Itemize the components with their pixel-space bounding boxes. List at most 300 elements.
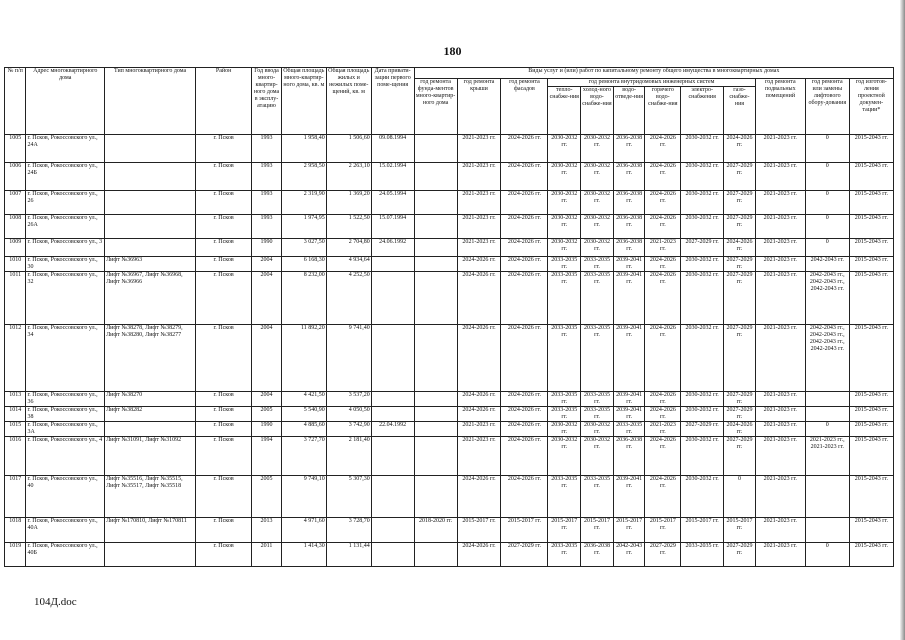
header-engineering: год ремонта внутридомовых инженерных систем	[548, 79, 755, 87]
cell-lift: 2042-2043 гг., 2042-2043 гг., 2042-2043 гг.	[805, 272, 849, 325]
cell-basement: 2021-2023 гг.	[755, 518, 805, 543]
cell-area-total: 3 027,50	[281, 239, 326, 257]
cell-address: г. Псков, Рокоссовского ул., 3	[26, 239, 105, 257]
cell-district: г. Псков	[196, 476, 252, 518]
cell-year: 1993	[252, 163, 282, 191]
cell-type: Лифт №170810, Лифт №170811	[105, 518, 196, 543]
cell-area-living: 1 506,60	[326, 135, 371, 163]
cell-area-living: 4 050,50	[326, 407, 371, 422]
table-row	[5, 135, 894, 163]
table-row	[5, 518, 894, 543]
cell-address: г. Псков, Рокоссовского ул., 38	[26, 407, 105, 422]
cell-district: г. Псков	[196, 135, 252, 163]
cell-facade: 2024-2026 гг.	[501, 476, 548, 518]
cell-address: г. Псков, Рокоссовского ул., 24Б	[26, 163, 105, 191]
cell-year: 1990	[252, 239, 282, 257]
cell-basement: 2021-2023 гг.	[755, 407, 805, 422]
cell-gas: 2027-2029 гг.	[724, 407, 756, 422]
cell-basement: 2021-2023 гг.	[755, 272, 805, 325]
cell-basement: 2021-2023 гг.	[755, 422, 805, 437]
cell-cold: 2033-2035 гг.	[581, 272, 614, 325]
cell-sewer: 2015-2017 гг.	[613, 518, 645, 543]
cell-roof: 2021-2023 гг.	[457, 437, 501, 476]
cell-docs: 2015-2043 гг.	[849, 407, 893, 422]
cell-district: г. Псков	[196, 272, 252, 325]
header-foundation: год ремонта фунда-ментов много-квартир-ного дома	[414, 79, 457, 135]
cell-num: 1010	[5, 257, 26, 272]
cell-type: Лифт №36963	[105, 257, 196, 272]
cell-electric: 2030-2032 гг.	[681, 257, 724, 272]
cell-year: 2011	[252, 543, 282, 567]
cell-year: 1993	[252, 135, 282, 163]
cell-district: г. Псков	[196, 407, 252, 422]
table-row	[5, 272, 894, 325]
cell-electric: 2033-2035 гг.	[681, 543, 724, 567]
cell-date-first: 24.06.1992	[371, 239, 414, 257]
cell-hot: 2024-2026 гг.	[645, 191, 681, 215]
cell-facade: 2027-2029 гг.	[501, 543, 548, 567]
cell-type	[105, 135, 196, 163]
cell-lift	[805, 392, 849, 407]
cell-area-total: 1 414,30	[281, 543, 326, 567]
cell-roof: 2021-2023 гг.	[457, 239, 501, 257]
cell-cold: 2030-2032 гг.	[581, 239, 614, 257]
cell-gas: 0	[724, 476, 756, 518]
cell-type: Лифт №38270	[105, 392, 196, 407]
cell-facade: 2024-2026 гг.	[501, 325, 548, 392]
cell-facade: 2024-2026 гг.	[501, 239, 548, 257]
cell-district: г. Псков	[196, 518, 252, 543]
header-year: Год ввода много-квартир-ного дома в эксплу-атацию	[252, 68, 282, 135]
cell-basement: 2021-2023 гг.	[755, 191, 805, 215]
cell-electric: 2030-2032 гг.	[681, 437, 724, 476]
cell-foundation	[414, 135, 457, 163]
cell-address: г. Псков, Рокоссовского ул., 40	[26, 476, 105, 518]
cell-gas: 2027-2029 гг.	[724, 257, 756, 272]
cell-gas: 2027-2029 гг.	[724, 392, 756, 407]
cell-num: 1013	[5, 392, 26, 407]
cell-roof: 2024-2026 гг.	[457, 476, 501, 518]
cell-heat: 2033-2035 гг.	[548, 392, 581, 407]
cell-type: Лифт №31091, Лифт №31092	[105, 437, 196, 476]
cell-district: г. Псков	[196, 163, 252, 191]
cell-electric: 2030-2032 гг.	[681, 215, 724, 239]
cell-district: г. Псков	[196, 392, 252, 407]
header-type: Тип многоквартирного дома	[105, 68, 196, 135]
header-date-first: Дата привати-зации первого поме-щения	[371, 68, 414, 135]
cell-basement: 2021-2023 гг.	[755, 476, 805, 518]
cell-address: г. Псков, Рокоссовского ул., 36	[26, 392, 105, 407]
cell-year: 2013	[252, 518, 282, 543]
cell-electric: 2027-2029 гг.	[681, 239, 724, 257]
cell-area-living: 2 704,80	[326, 239, 371, 257]
cell-address: г. Псков, Рокоссовского ул., 32	[26, 272, 105, 325]
table-row	[5, 422, 894, 437]
cell-gas: 2027-2029 гг.	[724, 325, 756, 392]
cell-facade: 2024-2026 гг.	[501, 407, 548, 422]
cell-area-living: 4 934,64	[326, 257, 371, 272]
cell-cold: 2030-2032 гг.	[581, 163, 614, 191]
cell-docs: 2015-2043 гг.	[849, 422, 893, 437]
cell-hot: 2024-2026 гг.	[645, 135, 681, 163]
cell-area-total: 4 421,50	[281, 392, 326, 407]
cell-heat: 2033-2035 гг.	[548, 272, 581, 325]
cell-num: 1006	[5, 163, 26, 191]
cell-type	[105, 215, 196, 239]
cell-heat: 2033-2035 гг.	[548, 543, 581, 567]
cell-docs: 2015-2043 гг.	[849, 272, 893, 325]
cell-cold: 2033-2035 гг.	[581, 325, 614, 392]
cell-gas: 2024-2026 гг.	[724, 239, 756, 257]
cell-cold: 2030-2032 гг.	[581, 422, 614, 437]
cell-lift: 0	[805, 543, 849, 567]
cell-facade: 2024-2026 гг.	[501, 215, 548, 239]
cell-type: Лифт №36967, Лифт №36968, Лифт №36966	[105, 272, 196, 325]
cell-basement: 2021-2023 гг.	[755, 325, 805, 392]
cell-heat: 2033-2035 гг.	[548, 407, 581, 422]
cell-foundation	[414, 191, 457, 215]
cell-lift: 0	[805, 215, 849, 239]
cell-type: Лифт №35516, Лифт №35515, Лифт №35517, Лифт №35518	[105, 476, 196, 518]
cell-area-living: 2 181,40	[326, 437, 371, 476]
cell-year: 2004	[252, 272, 282, 325]
cell-foundation	[414, 437, 457, 476]
cell-num: 1008	[5, 215, 26, 239]
cell-electric: 2030-2032 гг.	[681, 392, 724, 407]
cell-basement: 2021-2023 гг.	[755, 239, 805, 257]
cell-docs: 2015-2043 гг.	[849, 325, 893, 392]
cell-roof: 2024-2026 гг.	[457, 272, 501, 325]
cell-electric: 2030-2032 гг.	[681, 325, 724, 392]
cell-area-total: 3 727,70	[281, 437, 326, 476]
header-docs: год изготов-ления проектной докумен-тации*	[849, 79, 893, 135]
header-gas: газо-снабже-ния	[724, 87, 756, 135]
cell-sewer: 2036-2038 гг.	[613, 215, 645, 239]
cell-lift: 0	[805, 163, 849, 191]
cell-roof: 2021-2023 гг.	[457, 191, 501, 215]
cell-address: г. Псков, Рокоссовского ул., 26А	[26, 215, 105, 239]
cell-address: г. Псков, Рокоссовского ул., 3А	[26, 422, 105, 437]
cell-address: г. Псков, Рокоссовского ул., 24А	[26, 135, 105, 163]
cell-gas: 2015-2017 гг.	[724, 518, 756, 543]
cell-hot: 2021-2023 гг.	[645, 239, 681, 257]
cell-num: 1017	[5, 476, 26, 518]
header-basement: год ремонта подвальных помещений	[755, 79, 805, 135]
cell-foundation	[414, 163, 457, 191]
cell-year: 2005	[252, 476, 282, 518]
cell-district: г. Псков	[196, 239, 252, 257]
cell-area-living: 9 741,40	[326, 325, 371, 392]
cell-hot: 2021-2023 гг.	[645, 422, 681, 437]
cell-lift	[805, 407, 849, 422]
table-row	[5, 325, 894, 392]
header-sewer: водо-отведе-ния	[613, 87, 645, 135]
cell-basement: 2021-2023 гг.	[755, 392, 805, 407]
cell-sewer: 2036-2038 гг.	[613, 191, 645, 215]
cell-sewer: 2036-2038 гг.	[613, 239, 645, 257]
cell-lift	[805, 518, 849, 543]
cell-docs: 2015-2043 гг.	[849, 215, 893, 239]
cell-date-first: 15.07.1994	[371, 215, 414, 239]
table-row	[5, 191, 894, 215]
cell-docs: 2015-2043 гг.	[849, 518, 893, 543]
cell-sewer: 2039-2041 гг.	[613, 325, 645, 392]
cell-year: 2004	[252, 325, 282, 392]
cell-type	[105, 163, 196, 191]
cell-foundation	[414, 422, 457, 437]
cell-type	[105, 191, 196, 215]
cell-hot: 2024-2026 гг.	[645, 325, 681, 392]
cell-area-total: 1 974,95	[281, 215, 326, 239]
cell-cold: 2030-2032 гг.	[581, 191, 614, 215]
cell-roof: 2021-2023 гг.	[457, 135, 501, 163]
cell-date-first	[371, 543, 414, 567]
cell-docs: 2015-2043 гг.	[849, 191, 893, 215]
repair-schedule-table	[4, 67, 894, 567]
cell-date-first: 15.02.1994	[371, 163, 414, 191]
cell-area-total: 4 885,60	[281, 422, 326, 437]
cell-cold: 2036-2038 гг.	[581, 543, 614, 567]
cell-roof: 2021-2023 гг.	[457, 422, 501, 437]
cell-district: г. Псков	[196, 422, 252, 437]
cell-district: г. Псков	[196, 437, 252, 476]
cell-date-first	[371, 257, 414, 272]
cell-area-living: 5 307,30	[326, 476, 371, 518]
cell-electric: 2015-2017 гг.	[681, 518, 724, 543]
cell-area-total: 6 168,30	[281, 257, 326, 272]
cell-cold: 2030-2032 гг.	[581, 437, 614, 476]
table-row	[5, 407, 894, 422]
cell-gas: 2024-2026 гг.	[724, 422, 756, 437]
cell-foundation	[414, 272, 457, 325]
cell-address: г. Псков, Рокоссовского ул., 40А	[26, 518, 105, 543]
cell-basement: 2021-2023 гг.	[755, 215, 805, 239]
cell-type: Лифт №38282	[105, 407, 196, 422]
cell-type	[105, 239, 196, 257]
cell-hot: 2015-2017 гг.	[645, 518, 681, 543]
cell-date-first	[371, 518, 414, 543]
cell-lift: 0	[805, 422, 849, 437]
cell-cold: 2015-2017 гг.	[581, 518, 614, 543]
cell-district: г. Псков	[196, 257, 252, 272]
cell-docs: 2015-2043 гг.	[849, 135, 893, 163]
cell-cold: 2033-2035 гг.	[581, 392, 614, 407]
cell-heat: 2030-2032 гг.	[548, 191, 581, 215]
cell-foundation	[414, 476, 457, 518]
cell-docs: 2015-2043 гг.	[849, 163, 893, 191]
cell-facade: 2024-2026 гг.	[501, 163, 548, 191]
page-number: 180	[443, 44, 462, 58]
cell-heat: 2033-2035 гг.	[548, 476, 581, 518]
cell-area-living: 2 263,10	[326, 163, 371, 191]
cell-facade: 2024-2026 гг.	[501, 272, 548, 325]
cell-hot: 2024-2026 гг.	[645, 392, 681, 407]
header-area-total: Общая площадь много-квартир-ного дома, кв. м	[281, 68, 326, 135]
cell-address: г. Псков, Рокоссовского ул., 30	[26, 257, 105, 272]
cell-hot: 2024-2026 гг.	[645, 476, 681, 518]
cell-foundation	[414, 392, 457, 407]
cell-facade: 2024-2026 гг.	[501, 135, 548, 163]
cell-heat: 2030-2032 гг.	[548, 437, 581, 476]
header-works-group: Виды услуг и (или) работ по капитальному ремонту общего имущества в многоквартирных домах	[414, 68, 893, 79]
header-area-living: Общая площадь жилых и нежилых поме-щений, кв. м	[326, 68, 371, 135]
cell-roof: 2024-2026 гг.	[457, 543, 501, 567]
cell-facade: 2024-2026 гг.	[501, 392, 548, 407]
cell-sewer: 2042-2043 гг.	[613, 543, 645, 567]
table-row	[5, 392, 894, 407]
header-district: Район	[196, 68, 252, 135]
cell-foundation: 2018-2020 гг.	[414, 518, 457, 543]
cell-area-total: 1 958,40	[281, 135, 326, 163]
cell-roof: 2021-2023 гг.	[457, 215, 501, 239]
cell-cold: 2033-2035 гг.	[581, 476, 614, 518]
cell-area-total: 8 232,00	[281, 272, 326, 325]
header-electric: электро-снабжения	[681, 87, 724, 135]
cell-gas: 2027-2029 гг.	[724, 437, 756, 476]
cell-date-first: 09.08.1994	[371, 135, 414, 163]
cell-year: 1994	[252, 437, 282, 476]
cell-area-living: 3 742,90	[326, 422, 371, 437]
cell-type	[105, 543, 196, 567]
cell-facade: 2024-2026 гг.	[501, 422, 548, 437]
cell-address: г. Псков, Рокоссовского ул., 40Б	[26, 543, 105, 567]
header-roof: год ремонта крыши	[457, 79, 501, 135]
cell-roof: 2015-2017 гг.	[457, 518, 501, 543]
cell-foundation	[414, 215, 457, 239]
cell-num: 1009	[5, 239, 26, 257]
table-row	[5, 437, 894, 476]
cell-basement: 2021-2023 гг.	[755, 135, 805, 163]
cell-basement: 2021-2023 гг.	[755, 163, 805, 191]
cell-gas: 2027-2029 гг.	[724, 272, 756, 325]
header-num: № п/п	[5, 68, 26, 135]
cell-district: г. Псков	[196, 325, 252, 392]
cell-type	[105, 422, 196, 437]
cell-num: 1016	[5, 437, 26, 476]
cell-gas: 2027-2029 гг.	[724, 191, 756, 215]
cell-lift: 0	[805, 191, 849, 215]
cell-district: г. Псков	[196, 215, 252, 239]
cell-address: г. Псков, Рокоссовского ул., 26	[26, 191, 105, 215]
cell-lift: 2042-2043 гг.	[805, 257, 849, 272]
cell-cold: 2030-2032 гг.	[581, 215, 614, 239]
cell-num: 1005	[5, 135, 26, 163]
cell-sewer: 2039-2041 гг.	[613, 407, 645, 422]
cell-roof: 2024-2026 гг.	[457, 257, 501, 272]
table-row	[5, 257, 894, 272]
cell-year: 1993	[252, 215, 282, 239]
cell-electric: 2030-2032 гг.	[681, 476, 724, 518]
cell-area-living: 1 131,44	[326, 543, 371, 567]
cell-heat: 2030-2032 гг.	[548, 163, 581, 191]
cell-date-first	[371, 325, 414, 392]
cell-facade: 2015-2017 гг.	[501, 518, 548, 543]
cell-lift	[805, 476, 849, 518]
cell-hot: 2024-2026 гг.	[645, 215, 681, 239]
cell-num: 1019	[5, 543, 26, 567]
cell-heat: 2030-2032 гг.	[548, 135, 581, 163]
cell-lift: 0	[805, 239, 849, 257]
cell-foundation	[414, 407, 457, 422]
cell-cold: 2033-2035 гг.	[581, 407, 614, 422]
cell-heat: 2030-2032 гг.	[548, 215, 581, 239]
cell-roof: 2024-2026 гг.	[457, 392, 501, 407]
cell-year: 2004	[252, 392, 282, 407]
cell-hot: 2027-2029 гг.	[645, 543, 681, 567]
header-hot: горячего водо-снабже-ния	[645, 87, 681, 135]
cell-area-total: 2 319,90	[281, 191, 326, 215]
header-address: Адрес многоквартирного дома	[26, 68, 105, 135]
cell-hot: 2024-2026 гг.	[645, 437, 681, 476]
cell-address: г. Псков, Рокоссовского ул., 4	[26, 437, 105, 476]
cell-num: 1012	[5, 325, 26, 392]
cell-district: г. Псков	[196, 543, 252, 567]
cell-sewer: 2036-2038 гг.	[613, 163, 645, 191]
cell-roof: 2024-2026 гг.	[457, 407, 501, 422]
cell-electric: 2030-2032 гг.	[681, 272, 724, 325]
cell-lift: 2042-2043 гг., 2042-2043 гг., 2042-2043 гг., 2042-2043 гг.	[805, 325, 849, 392]
cell-basement: 2021-2023 гг.	[755, 257, 805, 272]
cell-docs: 2015-2043 гг.	[849, 257, 893, 272]
cell-sewer: 2039-2041 гг.	[613, 392, 645, 407]
cell-num: 1015	[5, 422, 26, 437]
cell-electric: 2030-2032 гг.	[681, 191, 724, 215]
cell-type: Лифт №38278, Лифт №38279, Лифт №38280, Лифт №38277	[105, 325, 196, 392]
cell-sewer: 2033-2035 гг.	[613, 422, 645, 437]
footer-filename: 104Д.doc	[34, 596, 77, 608]
table-row	[5, 215, 894, 239]
cell-area-living: 3 728,70	[326, 518, 371, 543]
cell-electric: 2030-2032 гг.	[681, 163, 724, 191]
cell-date-first	[371, 272, 414, 325]
cell-docs: 2015-2043 гг.	[849, 239, 893, 257]
cell-area-total: 2 958,50	[281, 163, 326, 191]
cell-hot: 2024-2026 гг.	[645, 272, 681, 325]
cell-electric: 2030-2032 гг.	[681, 135, 724, 163]
cell-heat: 2015-2017 гг.	[548, 518, 581, 543]
cell-date-first	[371, 476, 414, 518]
cell-foundation	[414, 257, 457, 272]
table-row	[5, 476, 894, 518]
cell-docs: 2015-2043 гг.	[849, 437, 893, 476]
cell-area-living: 3 537,20	[326, 392, 371, 407]
header-facade: год ремонта фасадов	[501, 79, 548, 135]
cell-foundation	[414, 325, 457, 392]
cell-docs: 2015-2043 гг.	[849, 543, 893, 567]
cell-year: 2004	[252, 257, 282, 272]
cell-num: 1007	[5, 191, 26, 215]
cell-roof: 2021-2023 гг.	[457, 163, 501, 191]
cell-year: 2005	[252, 407, 282, 422]
cell-docs: 2015-2043 гг.	[849, 476, 893, 518]
cell-num: 1018	[5, 518, 26, 543]
cell-sewer: 2036-2038 гг.	[613, 437, 645, 476]
header-cold: холод-ного водо-снабже-ния	[581, 87, 614, 135]
table-row	[5, 239, 894, 257]
scan-edge-shadow	[900, 0, 905, 640]
cell-area-total: 11 892,20	[281, 325, 326, 392]
cell-area-living: 1 369,20	[326, 191, 371, 215]
header-lift: год ремонта или замены лифтового обору-дования	[805, 79, 849, 135]
cell-cold: 2033-2035 гг.	[581, 257, 614, 272]
cell-basement: 2021-2023 гг.	[755, 437, 805, 476]
cell-hot: 2024-2026 гг.	[645, 163, 681, 191]
cell-area-living: 4 252,50	[326, 272, 371, 325]
cell-heat: 2030-2032 гг.	[548, 239, 581, 257]
cell-hot: 2024-2026 гг.	[645, 407, 681, 422]
cell-foundation	[414, 543, 457, 567]
cell-date-first: 22.04.1992	[371, 422, 414, 437]
